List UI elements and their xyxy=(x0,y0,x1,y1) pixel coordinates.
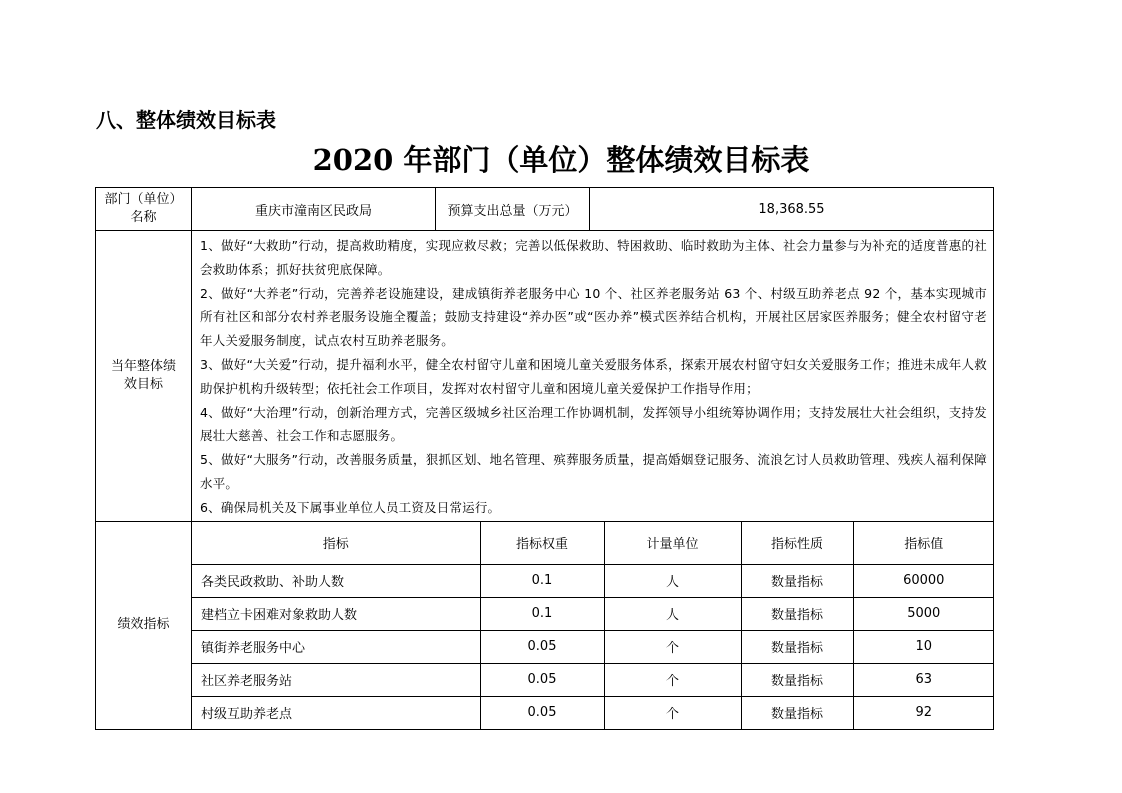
indicator-value: 10 xyxy=(853,630,994,663)
header-weight: 指标权重 xyxy=(480,522,604,565)
indicator-value: 92 xyxy=(853,696,994,729)
indicator-unit: 个 xyxy=(604,696,741,729)
goal-item: 1、做好“大救助”行动，提高救助精度，实现应救尽救；完善以低保救助、特困救助、临时救助为主体、社会力量参与为补充的适度普惠的社会救助体系；抓好扶贫兜底保障。 xyxy=(200,238,987,277)
indicator-weight: 0.1 xyxy=(480,564,604,597)
budget-label: 预算支出总量（万元） xyxy=(436,188,590,231)
indicator-table xyxy=(192,522,994,729)
budget-value: 18,368.55 xyxy=(590,188,994,231)
indicator-row xyxy=(192,696,994,729)
indicator-nature: 数量指标 xyxy=(741,696,853,729)
dept-label: 部门（单位）名称 xyxy=(96,188,192,231)
indicator-value: 60000 xyxy=(853,564,994,597)
indicator-name: 社区养老服务站 xyxy=(192,663,480,696)
indicators-label: 绩效指标 xyxy=(96,521,192,729)
indicator-name: 各类民政救助、补助人数 xyxy=(192,564,480,597)
indicator-name: 建档立卡困难对象救助人数 xyxy=(192,597,480,630)
indicator-name: 镇街养老服务中心 xyxy=(192,630,480,663)
indicator-nature: 数量指标 xyxy=(741,564,853,597)
indicator-nature: 数量指标 xyxy=(741,630,853,663)
goal-item: 3、做好“大关爱”行动，提升福利水平，健全农村留守儿童和困境儿童关爱服务体系，探索开展农村留守妇女关爱服务工作；推进未成年人救助保护机构升级转型；依托社会工作项目，发挥对农村留守儿童和困境儿童关爱保护工作指导作用； xyxy=(200,356,987,396)
indicator-unit: 人 xyxy=(604,564,741,597)
indicator-name: 村级互助养老点 xyxy=(192,696,480,729)
indicators-row xyxy=(96,521,994,729)
goal-item: 5、做好“大服务”行动，改善服务质量，狠抓区划、地名管理、殡葬服务质量，提高婚姻登记服务、流浪乞讨人员救助管理、残疾人福利保障水平。 xyxy=(200,452,987,491)
indicator-weight: 0.05 xyxy=(480,630,604,663)
goal-item: 4、做好“大治理”行动，创新治理方式，完善区级城乡社区治理工作协调机制，发挥领导小组统筹协调作用；支持发展壮大社会组织，支持发展壮大慈善、社会工作和志愿服务。 xyxy=(200,404,987,444)
indicator-row xyxy=(192,597,994,630)
indicator-unit: 个 xyxy=(604,663,741,696)
indicator-row xyxy=(192,630,994,663)
indicator-weight: 0.1 xyxy=(480,597,604,630)
goals-text xyxy=(192,231,994,522)
performance-goal-table xyxy=(95,187,994,730)
info-row xyxy=(96,188,994,231)
indicator-unit: 个 xyxy=(604,630,741,663)
indicator-unit: 人 xyxy=(604,597,741,630)
goal-item: 6、确保局机关及下属事业单位人员工资及日常运行。 xyxy=(200,499,501,515)
indicator-row xyxy=(192,564,994,597)
header-indicator: 指标 xyxy=(192,522,480,565)
dept-name: 重庆市潼南区民政局 xyxy=(192,188,436,231)
indicator-weight: 0.05 xyxy=(480,696,604,729)
goal-item: 2、做好“大养老”行动，完善养老设施建设，建成镇街养老服务中心 10 个、社区养老服务站 63 个、村级互助养老点 92 个，基本实现城市所有社区和部分农村养老服务设施全覆盖；鼓励支持建设“养办医”或“医办养”模式医养结合机构，开展社区居家医养服务；健全农村留守老年人关爱服务制度，试点农村互助养老服务。 xyxy=(200,285,987,349)
section-heading: 八、整体绩效目标表 xyxy=(96,108,276,132)
header-nature: 指标性质 xyxy=(741,522,853,565)
indicator-nature: 数量指标 xyxy=(741,663,853,696)
indicator-value: 63 xyxy=(853,663,994,696)
indicator-value: 5000 xyxy=(853,597,994,630)
document-title: 2020 年部门（单位）整体绩效目标表 xyxy=(312,143,810,177)
indicator-header-row xyxy=(192,522,994,565)
header-unit: 计量单位 xyxy=(604,522,741,565)
indicator-weight: 0.05 xyxy=(480,663,604,696)
goals-label: 当年整体绩效目标 xyxy=(96,231,192,522)
indicator-nature: 数量指标 xyxy=(741,597,853,630)
indicator-row xyxy=(192,663,994,696)
goals-row xyxy=(96,231,994,522)
header-value: 指标值 xyxy=(853,522,994,565)
